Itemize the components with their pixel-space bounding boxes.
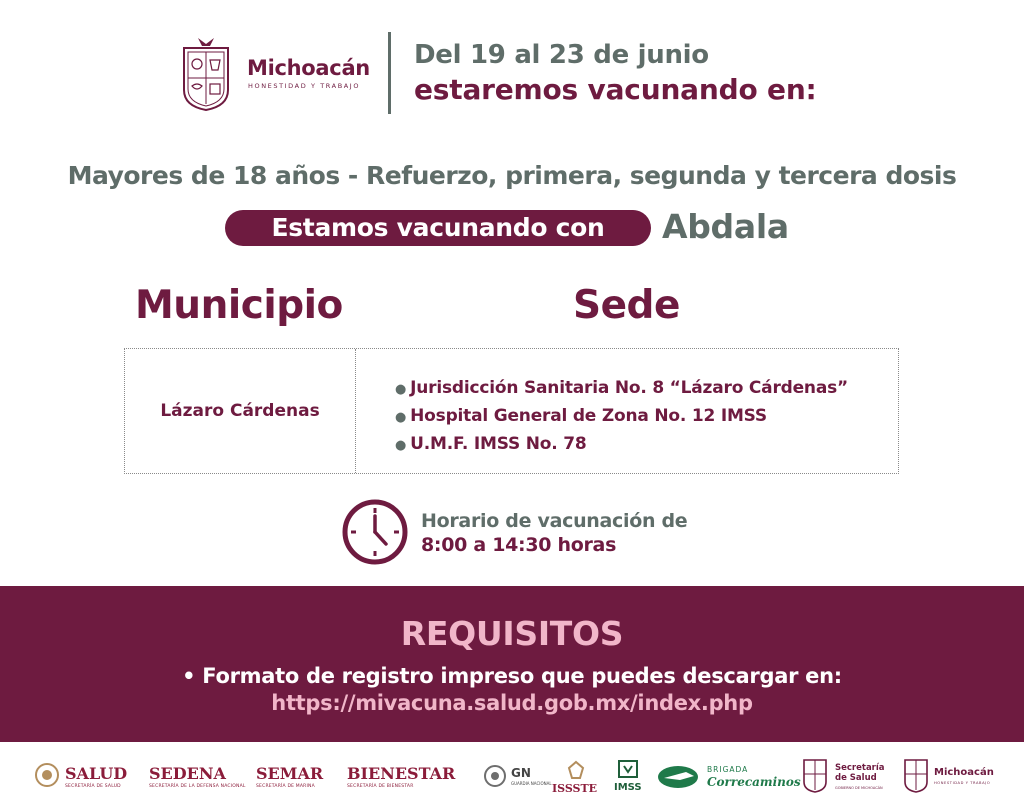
sede-name: Jurisdicción Sanitaria No. 8 “Lázaro Cárdenas” bbox=[410, 378, 848, 398]
schedule-label: Horario de vacunación de bbox=[421, 510, 688, 532]
secretaria-sub: GOBIERNO DE MICHOACÁN bbox=[835, 786, 883, 790]
sedena-label: SEDENA bbox=[149, 764, 226, 783]
vaccine-name: Abdala bbox=[662, 207, 789, 246]
requirements-title: REQUISITOS bbox=[400, 614, 624, 653]
imss-label: IMSS bbox=[614, 782, 642, 793]
correcaminos-label: Correcaminos bbox=[707, 775, 801, 789]
semar-label: SEMAR bbox=[256, 764, 324, 783]
schedule-hours: 8:00 a 14:30 horas bbox=[421, 534, 617, 556]
municipio-cell: Lázaro Cárdenas bbox=[160, 401, 320, 421]
registration-link[interactable]: https://mivacuna.salud.gob.mx/index.php bbox=[271, 691, 753, 715]
sedena-logo bbox=[149, 742, 245, 811]
gn-logo bbox=[483, 742, 552, 811]
sede-item bbox=[395, 431, 848, 459]
salud-label: SALUD bbox=[65, 764, 128, 783]
roadrunner-icon bbox=[656, 764, 700, 790]
sedena-sub: SECRETARÍA DE LA DEFENSA NACIONAL bbox=[149, 784, 246, 789]
brand-name: Michoacán bbox=[247, 56, 370, 80]
requirements-text: • Formato de registro impreso que puedes descargar en: bbox=[182, 664, 842, 688]
michoacan-footer-label: Michoacán bbox=[934, 767, 994, 778]
clock-icon bbox=[341, 498, 409, 566]
secretaria-salud-logo bbox=[802, 742, 898, 811]
date-range: Del 19 al 23 de junio bbox=[414, 40, 709, 70]
salud-sub: SECRETARÍA DE SALUD bbox=[65, 784, 121, 789]
brigada-label: BRIGADA bbox=[707, 765, 749, 774]
semar-logo bbox=[256, 742, 336, 811]
michoacan-footer-logo bbox=[903, 742, 1003, 811]
footer-logos bbox=[0, 742, 1024, 811]
header-divider bbox=[388, 32, 391, 114]
secretaria-crest-icon bbox=[802, 754, 828, 794]
header bbox=[0, 0, 1024, 130]
brigada-correcaminos-logo bbox=[656, 742, 801, 811]
michoacan-crest-icon bbox=[180, 34, 232, 112]
gn-sub: GUARDIA NACIONAL bbox=[511, 781, 552, 786]
bullet-icon: ● bbox=[395, 382, 407, 397]
bienestar-logo bbox=[347, 742, 471, 811]
requirements-band bbox=[0, 586, 1024, 742]
column-header-municipio: Municipio bbox=[135, 283, 343, 328]
sede-list bbox=[395, 375, 848, 459]
sede-name: U.M.F. IMSS No. 78 bbox=[410, 434, 587, 454]
issste-logo bbox=[552, 742, 602, 811]
imss-logo bbox=[612, 742, 646, 811]
bienestar-label: BIENESTAR bbox=[347, 764, 456, 783]
sede-name: Hospital General de Zona No. 12 IMSS bbox=[410, 406, 767, 426]
bullet-icon: ● bbox=[395, 410, 407, 425]
michoacan-footer-sub: HONESTIDAD Y TRABAJO bbox=[934, 781, 991, 785]
secretaria-salud-label: Secretaría de Salud bbox=[835, 763, 885, 783]
locations-table bbox=[124, 348, 899, 474]
headline: estaremos vacunando en: bbox=[414, 73, 817, 106]
sede-item bbox=[395, 403, 848, 431]
salud-logo bbox=[34, 742, 138, 811]
vaccine-pill: Estamos vacunando con bbox=[225, 210, 651, 246]
brand-motto: HONESTIDAD Y TRABAJO bbox=[248, 82, 361, 90]
gn-label: GN bbox=[511, 766, 531, 780]
issste-label: ISSSTE bbox=[552, 782, 598, 795]
issste-emblem-icon bbox=[565, 760, 587, 780]
target-population: Mayores de 18 años - Refuerzo, primera, segunda y tercera dosis bbox=[67, 161, 957, 190]
michoacan-crest-small-icon bbox=[903, 754, 929, 794]
bienestar-sub: SECRETARÍA DE BIENESTAR bbox=[347, 784, 414, 789]
bullet-icon: ● bbox=[395, 438, 407, 453]
sede-item bbox=[395, 375, 848, 403]
eagle-seal-icon bbox=[34, 762, 60, 788]
imss-emblem-icon bbox=[616, 758, 640, 780]
gn-seal-icon bbox=[483, 764, 507, 788]
table-divider bbox=[355, 349, 356, 473]
semar-sub: SECRETARÍA DE MARINA bbox=[256, 784, 315, 789]
column-header-sede: Sede bbox=[573, 283, 680, 328]
